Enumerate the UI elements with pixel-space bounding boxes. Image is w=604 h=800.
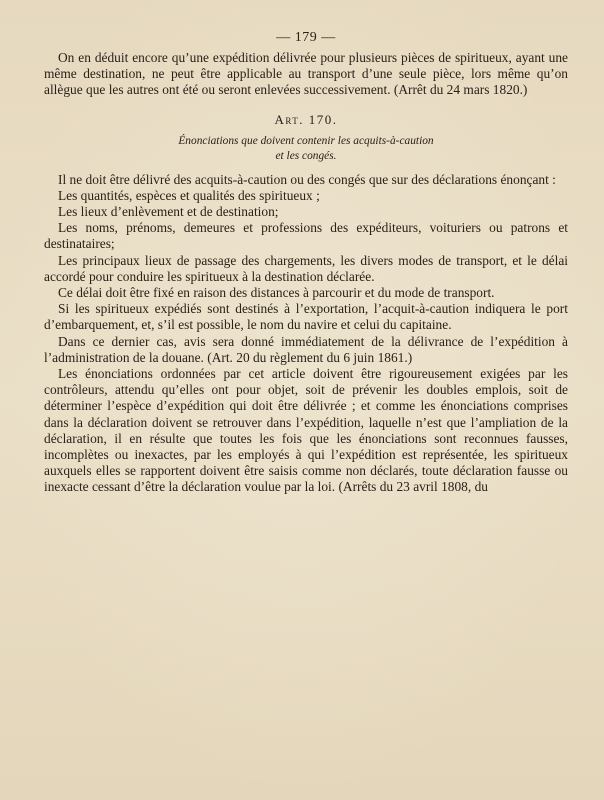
article-subtitle-line-1: Énonciations que doivent contenir les acquits-à-caution <box>178 134 434 147</box>
article-paragraph-1: Il ne doit être délivré des acquits-à-caution ou des congés que sur des déclarations énonçant : <box>58 171 556 187</box>
article-title: Art. 170. <box>274 111 338 127</box>
article-paragraph-7: Si les spiritueux expédiés sont destinés à l’exportation, l’acquit-à-caution indiquera le port d’embarquement, et, s’il est possible, le nom du navire et celui du capitaine. <box>44 301 568 333</box>
article-paragraph-2: Les quantités, espèces et qualités des spiritueux ; <box>58 187 320 203</box>
article-subtitle-line-2: et les congés. <box>275 149 337 162</box>
article-paragraph-6: Ce délai doit être fixé en raison des distances à parcourir et du mode de transport. <box>58 285 495 301</box>
intro-paragraph: On en déduit encore qu’une expédition délivrée pour plusieurs pièces de spiritueux, ayant une même destination, ne peut être applicable au transport d’une seule pièce, lors même qu’on allègue que les autres ont été ou seront enlevées successivement. (Arrêt du 24 mars 1820.) <box>44 50 568 98</box>
article-paragraph-8: Dans ce dernier cas, avis sera donné immédiatement de la délivrance de l’expédition à l’administration de la douane. (Art. 20 du règlement du 6 juin 1861.) <box>44 333 568 365</box>
article-subtitle <box>44 134 568 164</box>
article-paragraph-3: Les lieux d’enlèvement et de destination; <box>58 204 279 220</box>
page-number-header: — 179 — <box>276 30 336 45</box>
article-paragraph-9: Les énonciations ordonnées par cet article doivent être rigoureusement exigées par les contrôleurs, attendu qu’elles ont pour objet, soit de prévenir les doubles emplois, soit de déterminer l’espèce d’expédition qui doit être délivrée ; et comme les énonciations comprises dans la déclaration doivent se retrouver dans l’expédition, laquelle n’est que l’ampliation de la déclaration, il en résulte que toutes les fois que les énonciations sont reconnues fausses, incomplètes ou inexactes, par les employés à qui l’expédition est représentée, les spiritueux auxquels elles se rapportent doivent être saisis comme non déclarés, toute déclaration fausse ou inexacte cessant d’être la déclaration voulue par la loi. (Arrêts du 23 avril 1808, du <box>44 366 568 495</box>
article-paragraph-4: Les noms, prénoms, demeures et professions des expéditeurs, voituriers ou patrons et destinataires; <box>44 220 568 252</box>
page-text <box>44 30 568 496</box>
article-paragraph-5: Les principaux lieux de passage des chargements, les divers modes de transport, et le délai accordé pour conduire les spiritueux à la destination déclarée. <box>44 252 568 284</box>
